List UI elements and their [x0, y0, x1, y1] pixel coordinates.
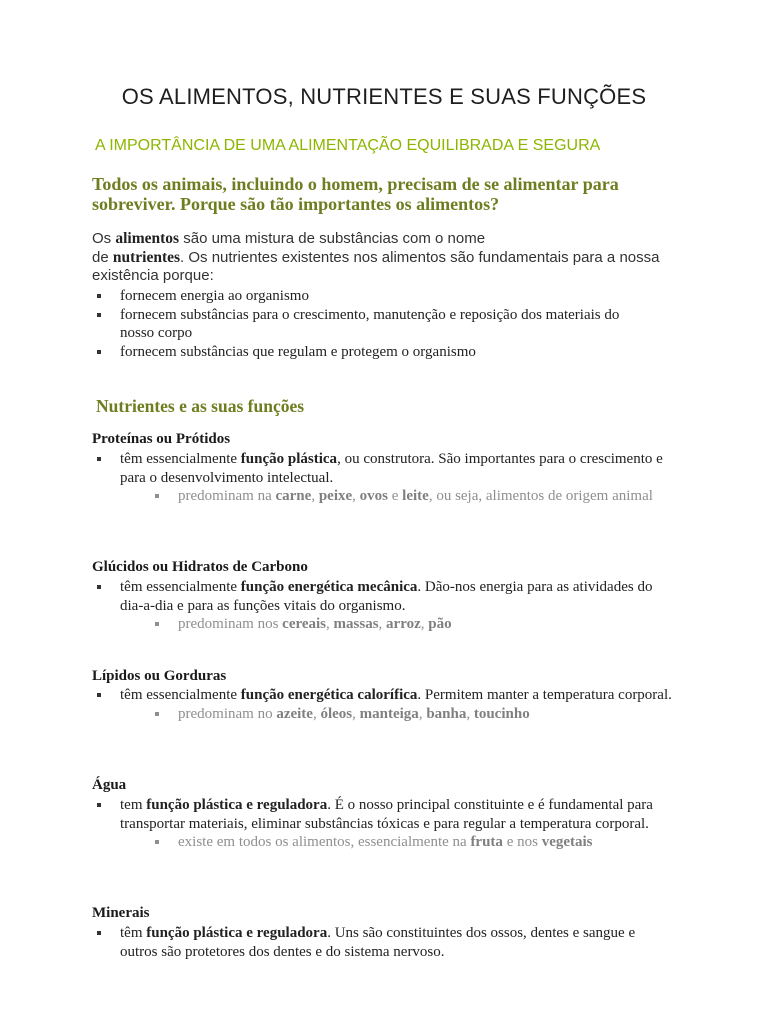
- document-title: OS ALIMENTOS, NUTRIENTES E SUAS FUNÇÕES: [121, 84, 647, 109]
- section-title-glucidos: Glúcidos ou Hidratos de Carbono: [92, 559, 308, 575]
- list-item: têm essencialmente função energética calorífica. Permitem manter a temperatura corporal. predominam no azeite, óleos, manteiga, banha, toucinho: [92, 686, 672, 724]
- section-list-lipidos: [92, 686, 672, 724]
- sub-list-glucidos: [147, 615, 687, 635]
- nutrients-heading: Nutrientes e as suas funções: [96, 396, 305, 416]
- list-item: existe em todos os alimentos, essencialmente na fruta e nos vegetais: [147, 833, 687, 853]
- term-nutrientes: nutrientes: [112, 248, 181, 266]
- list-item: predominam na carne, peixe, ovos e leite, ou seja, alimentos de origem animal: [147, 487, 687, 507]
- section-title-lipidos: Lípidos ou Gorduras: [92, 668, 227, 684]
- section-list-proteinas: [92, 450, 672, 507]
- term-alimentos: alimentos: [115, 230, 180, 247]
- list-item: têm essencialmente função plástica, ou construtora. São importantes para o crescimento e para o desenvolvimento intelectual. predominam na carne, peixe, ovos e leite, ou seja, alimentos de origem animal: [92, 450, 672, 507]
- sub-list-lipidos: [147, 705, 687, 725]
- intro-paragraph: Os alimentos são uma mistura de substâncias com o nome de nutrientes. Os nutrientes existentes nos alimentos são fundamentais para a nossa existência porque:: [92, 230, 660, 284]
- list-item: fornecem substâncias que regulam e protegem o organismo: [92, 343, 652, 362]
- section-title-agua: Água: [92, 777, 127, 793]
- list-item: têm função plástica e reguladora. Uns são constituintes dos ossos, dentes e sangue e outros são protetores dos dentes e do sistema nervoso.: [92, 924, 672, 961]
- list-item: têm essencialmente função energética mecânica. Dão-nos energia para as atividades do dia-a-dia e para as funções vitais do organismo. predominam nos cereais, massas, arroz, pão: [92, 578, 672, 635]
- section-title-minerais: Minerais: [92, 905, 150, 921]
- sub-list-agua: [147, 833, 687, 853]
- list-item: tem função plástica e reguladora. É o nosso principal constituinte e é fundamental para transportar materiais, eliminar substâncias tóxicas e para regular a temperatura corporal. existe em todos os alimentos, essencialmente na fruta e nos vegetais: [92, 796, 672, 853]
- section-list-agua: [92, 796, 672, 853]
- sub-list-proteinas: [147, 487, 687, 507]
- section-list-glucidos: [92, 578, 672, 635]
- section-title-proteinas: Proteínas ou Prótidos: [92, 431, 231, 447]
- intro-bullet-list: [92, 287, 652, 361]
- list-item: fornecem energia ao organismo: [92, 287, 652, 306]
- document-subtitle: A IMPORTÂNCIA DE UMA ALIMENTAÇÃO EQUILIBRADA E SEGURA: [95, 137, 601, 154]
- list-item: predominam no azeite, óleos, manteiga, banha, toucinho: [147, 705, 687, 725]
- list-item: fornecem substâncias para o crescimento, manutenção e reposição dos materiais do nosso corpo: [92, 306, 652, 343]
- section-list-minerais: [92, 924, 672, 961]
- intro-question: Todos os animais, incluindo o homem, precisam de se alimentar para sobreviver. Porque são tão importantes os alimentos?: [92, 174, 619, 214]
- list-item: predominam nos cereais, massas, arroz, pão: [147, 615, 687, 635]
